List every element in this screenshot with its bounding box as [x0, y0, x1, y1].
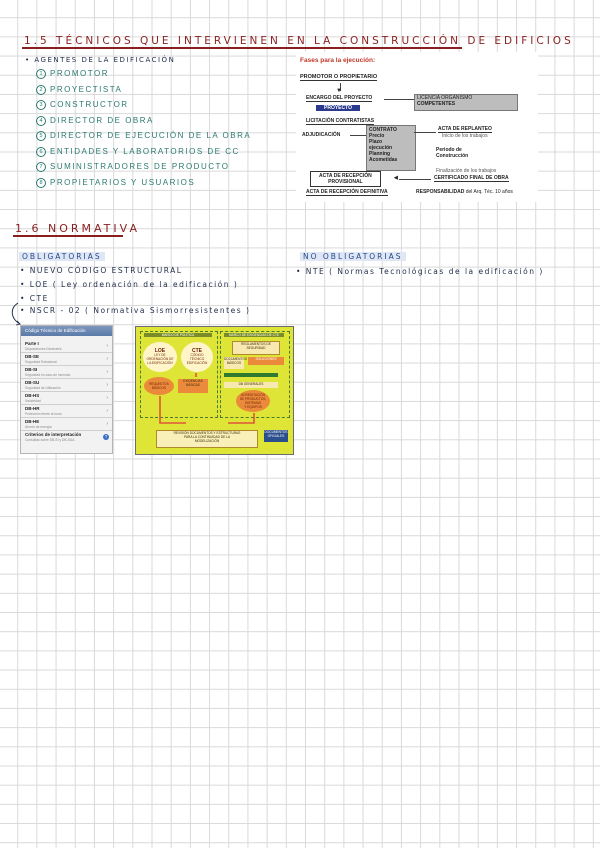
obligatoria-item: • LOE ( Ley ordenación de la edificación ): [20, 280, 239, 289]
agent-label: PROYECTISTA: [50, 84, 123, 94]
cte-line: CTE: [192, 348, 202, 354]
arrow-line: [399, 179, 431, 180]
requisitos-line: REQUISITOS BÁSICOS: [149, 382, 169, 390]
phase-periodo: [436, 147, 468, 159]
left-tag: MARCO DE POLÍTICA: [144, 333, 212, 337]
phase-certificado: CERTIFICADO FINAL DE OBRA: [434, 175, 509, 181]
exigencias-line: EXIGENCIAS: [183, 379, 203, 383]
number-circle: 5: [36, 131, 46, 141]
cte-line: TÉCNICO: [189, 357, 205, 361]
cte-row-title: DB-HS: [25, 393, 40, 398]
responsabilidad-detalle: del Arq. Téc. 10 años: [465, 189, 513, 195]
documentos-line: DOCUMENTOS: [224, 357, 247, 361]
cte-row-title: DB-SE: [25, 354, 40, 359]
phase-licencia: LICENCIA ORGANISMO: [417, 95, 473, 101]
title-underline: [13, 235, 123, 237]
agents-subtitle: • AGENTES DE LA EDIFICACIÓN: [25, 56, 176, 64]
bottom-line: MODELIZACIÓN: [194, 439, 220, 443]
section-title-normativa: 1.6 NORMATIVA: [15, 222, 140, 235]
obligatoria-item: • CTE: [20, 294, 49, 303]
phases-title: Fases para la ejecución:: [300, 57, 376, 64]
cte-row-criterios[interactable]: [21, 431, 112, 443]
contrato-line: Precio: [369, 133, 385, 139]
cte-row-title: Criterios de interpretación: [25, 432, 82, 437]
agent-label: SUMINISTRADORES DE PRODUCTO: [50, 162, 230, 171]
no-obligatorias-heading: NO OBLIGATORIAS: [300, 252, 406, 261]
number-circle: 6: [36, 147, 46, 157]
number-circle: 4: [36, 116, 46, 126]
phase-competentes: COMPETENTES: [417, 101, 456, 107]
contrato-line: CONTRATO: [369, 127, 397, 133]
cte-row[interactable]: [21, 366, 112, 379]
cte-row-sub: Consultas sobre DB-SI y DB-SUA: [25, 438, 75, 442]
corner-line: OFICIALES: [267, 434, 285, 438]
bottom-line: PARA LA CONTINUIDAD DE LA: [184, 435, 230, 439]
cte-row-sub: Protección frente al ruido: [25, 412, 62, 416]
bottom-line: REVISIÓN DOCUMENTOS Y ESTRUCTURAS: [173, 431, 241, 435]
cte-row-sub: Disposiciones Generales: [25, 347, 62, 351]
phase-acta-definitiva: ACTA DE RECEPCIÓN DEFINITIVA: [306, 189, 388, 195]
cte-row-sub: Seguridad en caso de incendio: [25, 373, 71, 377]
agent-item: [36, 116, 251, 132]
phase-acta-provisional: [310, 171, 381, 187]
section-title-tecnicos: 1.5 TÉCNICOS QUE INTERVIENEN EN LA CONSTRUCCIÓN DE EDIFICIOS: [24, 35, 574, 47]
acreditacion-line: SISTEMAS: [244, 401, 262, 405]
agent-label: CONSTRUCTOR: [50, 100, 129, 109]
contrato-line: ejecución: [369, 145, 393, 151]
acreditacion-line: Y EQUIPOS: [244, 405, 262, 409]
cte-row[interactable]: [21, 379, 112, 392]
arrow-down-icon: ▼: [336, 88, 342, 94]
cte-line: EDIFICACIÓN: [186, 361, 208, 365]
agent-item: [36, 69, 251, 85]
cte-row[interactable]: [21, 340, 112, 353]
periodo-line: Construcción: [436, 153, 469, 159]
periodo-line: Periodo de: [436, 147, 462, 153]
reglamentos-line: REGLAMENTOS DE: [241, 342, 271, 346]
chevron-right-icon: ›: [106, 343, 108, 349]
acta-provisional-line: ACTA DE RECEPCIÓN: [319, 173, 372, 179]
agent-item: [36, 178, 251, 194]
phase-promotor: PROMOTOR O PROPIETARIO: [300, 74, 378, 80]
chevron-right-icon: ›: [106, 382, 108, 388]
generales-node: DB GENERALES: [224, 382, 278, 388]
agents-list: [36, 69, 251, 193]
flow-arrows: [136, 327, 293, 454]
acreditacion-line: ACREDITACIÓN: [241, 393, 265, 397]
arrow-line: [414, 132, 436, 133]
loe-line: ORDENACIÓN DE: [146, 357, 174, 361]
agent-item: [36, 147, 251, 163]
chevron-right-icon: ›: [106, 369, 108, 375]
cte-row[interactable]: [21, 418, 112, 431]
obligatoria-item: • NSCR - 02 ( Normativa Sismorresistentes ): [20, 306, 251, 315]
acreditacion-line: DE PRODUCTOS,: [239, 397, 267, 401]
cte-row-sub: Salubridad: [25, 399, 41, 403]
soluciones-line: SOLUCIONES: [255, 357, 277, 361]
arrow-line: [384, 99, 414, 100]
agent-label: ENTIDADES Y LABORATORIOS DE CC: [50, 146, 240, 156]
phase-contrato: [369, 127, 397, 163]
arrow-line: [350, 135, 366, 136]
number-circle: 1: [36, 69, 46, 79]
agent-label: PROPIETARIOS Y USUARIOS: [50, 177, 196, 187]
cte-row-sub: Seguridad de Utilización: [25, 386, 61, 390]
cte-header: [21, 326, 112, 336]
title-underline: [22, 47, 462, 49]
number-circle: 3: [36, 100, 46, 110]
cte-row-title: DB-SI: [25, 367, 38, 372]
loe-line: LEY DE: [154, 353, 166, 357]
number-circle: 7: [36, 162, 46, 172]
cte-row-sub: Seguridad Estructural: [25, 360, 57, 364]
contrato-line: Plazo: [369, 139, 383, 145]
arrow-left-icon: ◀: [394, 175, 398, 181]
chevron-right-icon: ›: [106, 395, 108, 401]
phase-licitacion: LICITACIÓN CONTRATISTAS: [306, 118, 375, 124]
phase-responsabilidad: [416, 189, 513, 195]
cte-row-title: DB-SU: [25, 380, 40, 385]
agent-item: [36, 162, 251, 178]
contrato-line: Acometidas: [369, 157, 398, 163]
phase-proyecto: PROYECTO: [316, 105, 360, 111]
right-tag: MARCO DE EXIGENCIAS DE CTE: [224, 333, 284, 337]
cte-row-title: DB-HE: [25, 419, 40, 424]
phase-encargo: ENCARGO DEL PROYECTO: [306, 95, 373, 101]
cte-panel: [20, 325, 113, 454]
agent-item: [36, 85, 251, 101]
reglamentos-line: SEGURIDAD: [246, 346, 266, 350]
no-obligatoria-item: • NTE ( Normas Tecnológicas de la edificación ): [296, 267, 544, 276]
loe-line: LOE: [154, 348, 166, 354]
cte-row[interactable]: [21, 392, 112, 405]
agent-label: DIRECTOR DE EJECUCIÓN DE LA OBRA: [50, 131, 252, 140]
number-circle: 2: [36, 85, 46, 95]
agent-item: [36, 100, 251, 116]
loe-line: LA EDIFICACIÓN: [147, 361, 173, 365]
exigencias-line: BÁSICAS: [186, 383, 200, 387]
obligatorias-heading: OBLIGATORIAS: [19, 252, 105, 261]
phase-inicio: Inicio de los trabajos: [442, 133, 488, 139]
phase-adjudicacion: ADJUDICACIÓN: [302, 132, 341, 138]
cte-header-title: Código Técnico de Edificación: [25, 328, 86, 333]
obligatoria-item: • NUEVO CÓDIGO ESTRUCTURAL: [20, 266, 183, 275]
chevron-right-icon: ›: [106, 421, 108, 427]
cte-row[interactable]: [21, 353, 112, 366]
cte-row-title: Parte I: [25, 341, 39, 346]
agent-label: PROMOTOR: [50, 69, 109, 78]
chevron-right-icon: ›: [106, 408, 108, 414]
cte-row-title: DB-HR: [25, 406, 40, 411]
contrato-line: Planning: [369, 151, 391, 157]
chevron-right-icon: ›: [106, 356, 108, 362]
cte-row[interactable]: [21, 405, 112, 418]
responsabilidad-label: RESPONSABILIDAD: [416, 189, 465, 195]
cte-line: CÓDIGO: [190, 353, 204, 357]
acta-provisional-line: PROVISIONAL: [328, 179, 363, 185]
cte-row-sub: Ahorro de energía: [25, 425, 52, 429]
documentos-line: BÁSICOS: [226, 361, 242, 365]
agent-label: DIRECTOR DE OBRA: [50, 115, 154, 125]
phase-finalizacion: Finalización de los trabajos: [436, 168, 497, 174]
phases-diagram: [296, 52, 538, 202]
cte-flow-diagram: [135, 326, 294, 455]
number-circle: 8: [36, 178, 46, 188]
agent-item: [36, 131, 251, 147]
phase-acta-replanteo: ACTA DE REPLANTEO: [438, 126, 492, 132]
help-icon: ?: [104, 434, 108, 439]
corner-line: DOCUMENTOS: [264, 430, 288, 434]
